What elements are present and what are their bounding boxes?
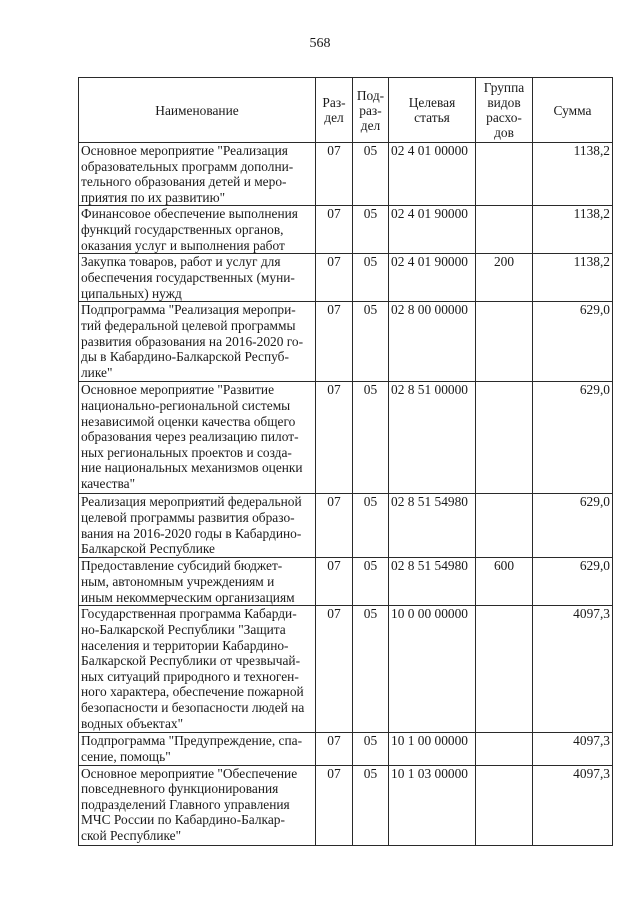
- cell-name: Реализация мероприятий федеральной целевой программы развития образо- вания на 2016-2020 годы в Кабардино- Балкарской Республике: [79, 494, 316, 558]
- header-expense-group: Группа видов расхо- дов: [476, 78, 533, 143]
- cell-target-article: 02 4 01 90000: [389, 206, 476, 254]
- cell-section: 07: [316, 302, 353, 382]
- cell-section: 07: [316, 143, 353, 206]
- cell-section: 07: [316, 606, 353, 733]
- cell-target-article: 02 8 51 00000: [389, 382, 476, 494]
- cell-name: Подпрограмма "Реализация меропри- тий федеральной целевой программы развития образования на 2016-2020 го- ды в Кабардино-Балкарской Респуб- лике": [79, 302, 316, 382]
- table-row: [79, 494, 613, 558]
- cell-subsection: 05: [353, 302, 389, 382]
- cell-subsection: 05: [353, 733, 389, 765]
- page-number: 568: [309, 36, 331, 51]
- cell-name: Предоставление субсидий бюджет- ным, автономным учреждениям и иным некоммерческим организациям: [79, 558, 316, 606]
- table-row: [79, 606, 613, 733]
- header-section: Раз- дел: [316, 78, 353, 143]
- table-row: [79, 733, 613, 765]
- cell-target-article: 02 8 51 54980: [389, 558, 476, 606]
- table-row: [79, 302, 613, 382]
- table-header-row: [79, 78, 613, 143]
- cell-name: Государственная программа Кабарди- но-Балкарской Республики "Защита населения и территории Кабардино- Балкарской Республики от чрезвычай- ных ситуаций природного и техноген- ного характера, обеспечение пожарной безопасности и безопасности людей на водных объектах": [79, 606, 316, 733]
- cell-amount: 4097,3: [533, 733, 613, 765]
- table-body: [79, 143, 613, 846]
- cell-target-article: 02 4 01 00000: [389, 143, 476, 206]
- cell-target-article: 10 0 00 00000: [389, 606, 476, 733]
- cell-name: Основное мероприятие "Развитие национально-региональной системы независимой оценки качества общего образования через реализацию пилот- ных региональных проектов и созда- ние национальных механизмов оценки качества": [79, 382, 316, 494]
- cell-amount: 1138,2: [533, 143, 613, 206]
- cell-expense-group: [476, 206, 533, 254]
- cell-subsection: 05: [353, 765, 389, 845]
- table-row: [79, 558, 613, 606]
- table-row: [79, 206, 613, 254]
- cell-target-article: 02 4 01 90000: [389, 254, 476, 302]
- cell-expense-group: 200: [476, 254, 533, 302]
- cell-subsection: 05: [353, 558, 389, 606]
- cell-section: 07: [316, 494, 353, 558]
- cell-amount: 629,0: [533, 494, 613, 558]
- cell-section: 07: [316, 254, 353, 302]
- table-row: [79, 765, 613, 845]
- cell-subsection: 05: [353, 143, 389, 206]
- cell-name: Основное мероприятие "Обеспечение повседневного функционирования подразделений Главного управления МЧС России по Кабардино-Балкар- ской Республике": [79, 765, 316, 845]
- cell-subsection: 05: [353, 606, 389, 733]
- cell-section: 07: [316, 765, 353, 845]
- cell-expense-group: [476, 494, 533, 558]
- header-target-article: Целевая статья: [389, 78, 476, 143]
- cell-amount: 1138,2: [533, 254, 613, 302]
- cell-amount: 1138,2: [533, 206, 613, 254]
- cell-target-article: 02 8 51 54980: [389, 494, 476, 558]
- cell-subsection: 05: [353, 206, 389, 254]
- cell-amount: 629,0: [533, 302, 613, 382]
- cell-target-article: 10 1 03 00000: [389, 765, 476, 845]
- header-name: Наименование: [79, 78, 316, 143]
- cell-section: 07: [316, 206, 353, 254]
- budget-table: [78, 77, 613, 846]
- cell-expense-group: [476, 143, 533, 206]
- cell-subsection: 05: [353, 382, 389, 494]
- cell-name: Подпрограмма "Предупреждение, спа- сение, помощь": [79, 733, 316, 765]
- cell-name: Основное мероприятие "Реализация образовательных программ дополни- тельного образования детей и меро- приятия по их развитию": [79, 143, 316, 206]
- cell-section: 07: [316, 382, 353, 494]
- cell-amount: 629,0: [533, 382, 613, 494]
- table-row: [79, 254, 613, 302]
- cell-section: 07: [316, 733, 353, 765]
- cell-expense-group: [476, 765, 533, 845]
- cell-amount: 629,0: [533, 558, 613, 606]
- header-subsection: Под- раз- дел: [353, 78, 389, 143]
- cell-expense-group: [476, 606, 533, 733]
- cell-target-article: 10 1 00 00000: [389, 733, 476, 765]
- cell-expense-group: [476, 382, 533, 494]
- table-row: [79, 143, 613, 206]
- cell-expense-group: [476, 733, 533, 765]
- cell-target-article: 02 8 00 00000: [389, 302, 476, 382]
- cell-subsection: 05: [353, 254, 389, 302]
- table-row: [79, 382, 613, 494]
- header-amount: Сумма: [533, 78, 613, 143]
- cell-subsection: 05: [353, 494, 389, 558]
- cell-expense-group: [476, 302, 533, 382]
- cell-name: Финансовое обеспечение выполнения функций государственных органов, оказания услуг и выполнения работ: [79, 206, 316, 254]
- cell-amount: 4097,3: [533, 606, 613, 733]
- cell-amount: 4097,3: [533, 765, 613, 845]
- cell-expense-group: 600: [476, 558, 533, 606]
- cell-name: Закупка товаров, работ и услуг для обеспечения государственных (муни- ципальных) нужд: [79, 254, 316, 302]
- cell-section: 07: [316, 558, 353, 606]
